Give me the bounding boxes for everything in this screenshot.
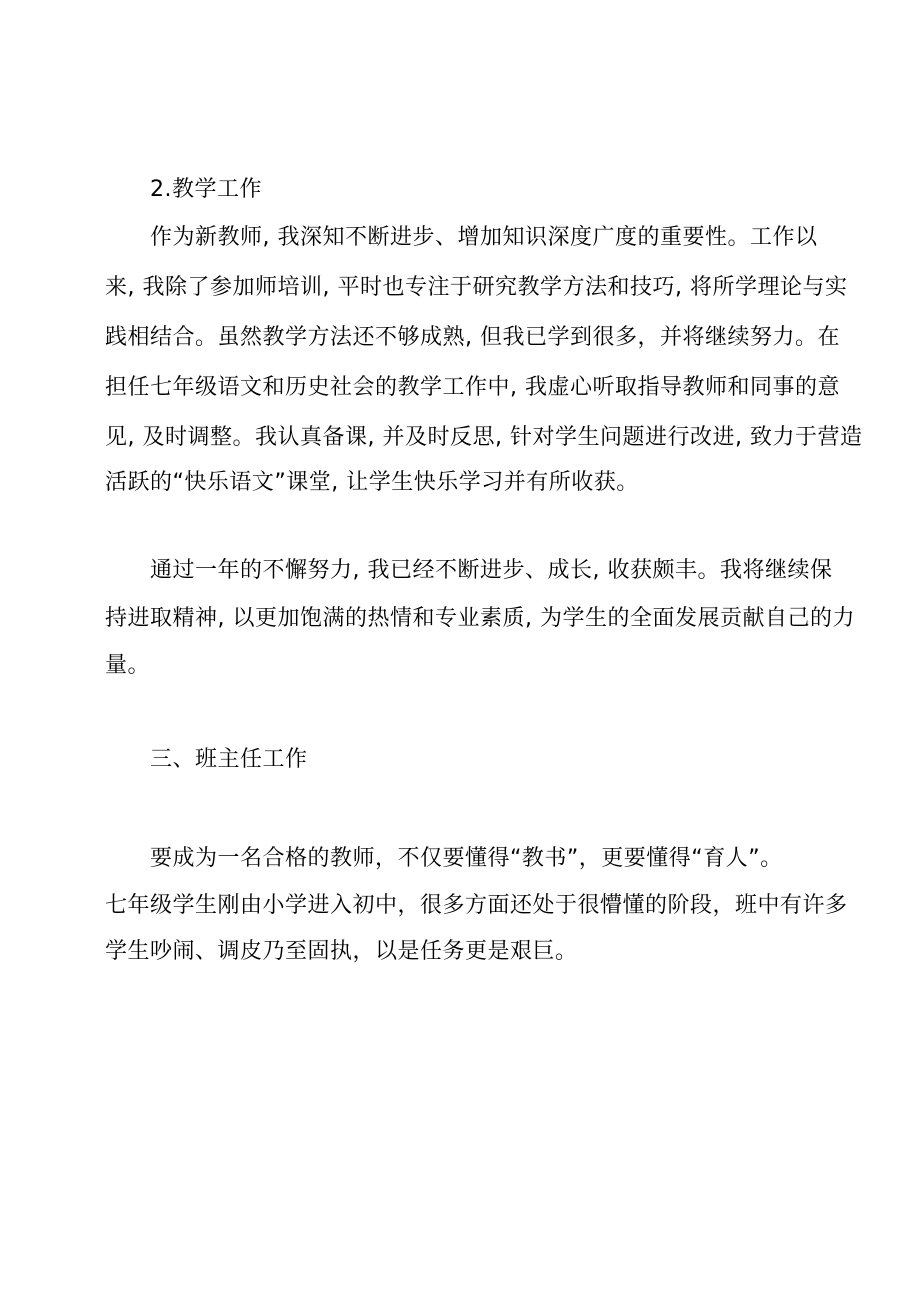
paragraph-line: 通过一年的不懈努力, 我已经不断进步、成长, 收获颇丰。我将继续保 [150,558,833,583]
section-heading-teaching: 2.教学工作 [150,177,262,202]
paragraph-line: 活跃的“快乐语文”课堂, 让学生快乐学习并有所收获。 [105,470,639,495]
paragraph-line: 量。 [105,653,151,678]
paragraph-line: 践相结合。虽然教学方法还不够成熟, 但我已学到很多，并将继续努力。在 [105,325,840,350]
paragraph-line: 要成为一名合格的教师，不仅要懂得“教书”，更要懂得“育人”。 [150,846,783,871]
paragraph-line: 七年级学生刚由小学进入初中，很多方面还处于很懵懂的阶段，班中有许多 [105,893,848,918]
paragraph-line: 来, 我除了参加师培训, 平时也专注于研究教学方法和技巧, 将所学理论与实 [105,275,848,300]
section-heading-homeroom: 三、班主任工作 [150,747,308,772]
paragraph-line: 担任七年级语文和历史社会的教学工作中, 我虚心听取指导教师和同事的意 [105,375,840,400]
paragraph-line: 持进取精神, 以更加饱满的热情和专业素质, 为学生的全面发展贡献自己的力 [105,606,855,631]
paragraph-line: 见, 及时调整。我认真备课, 并及时反思, 针对学生问题进行改进, 致力于营造 [105,425,863,450]
paragraph-line: 作为新教师, 我深知不断进步、增加知识深度广度的重要性。工作以 [150,225,818,250]
paragraph-line: 学生吵闹、调皮乃至固执，以是任务更是艰巨。 [105,939,578,964]
